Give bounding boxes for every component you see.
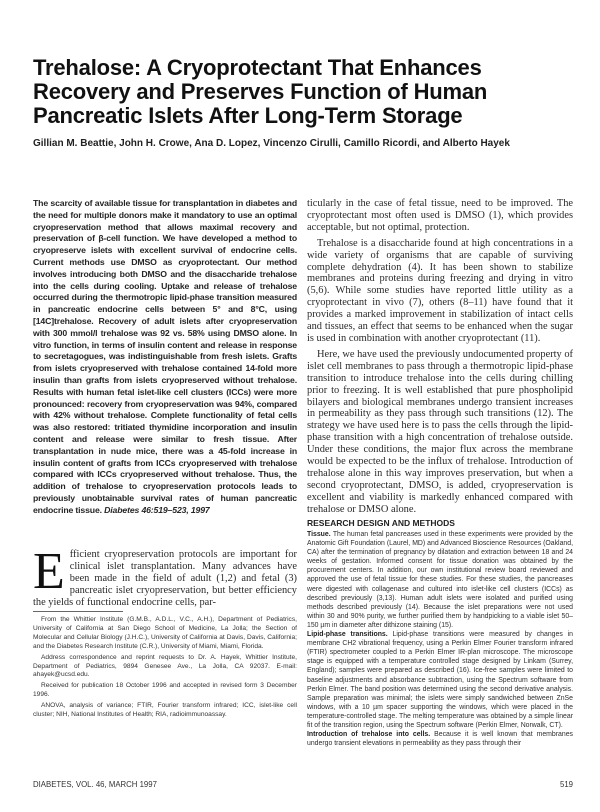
body-paragraph: Here, we have used the previously undocumented property of islet cell membranes to pass through a thermotropic lipid-phase transition to introduce trehalose into the cells during chilling prior to freezing. It is well established that pure phospholipid bilayers and biological membranes undergo transient increases in permeability as they pass through such transitions (12). The strategy we have used here is to pass the cells through the lipid-phase transition with a high concentration of trehalose outside. Under these conditions, the major flux across the membrane would be expected to be the influx of trehalose. Introduction of trehalose alone in this way improves preservation, but when a second cryoprotectant, DMSO, is added, cryopreservation is excellent and viability is markedly enhanced compared with trehalose or DMSO alone.: [307, 348, 573, 515]
footnotes: [33, 616, 297, 722]
paragraph-lead: Lipid-phase transitions.: [307, 631, 388, 639]
article-title: Trehalose: A Cryoprotectant That Enhances Recovery and Preserves Function of Human Pancreatic Islets After Long-Term Storage: [33, 55, 488, 128]
footnote-correspondence: Address correspondence and reprint requests to Dr. A. Hayek, Whittier Institute, Department of Pediatrics, 9894 Genesee Ave., La Jolla, CA 92037. E-mail: ahayek@ucsd.edu.: [33, 653, 297, 679]
footnote-affiliations: From the Whittier Institute (G.M.B., A.D.L., V.C., A.H.), Department of Pediatrics, University of California at San Diego School of Medicine, La Jolla; the Section of Molecular and Cellular Biology (J.H.C.), University of California at Davis, Davis, California; and the Diabetes Research Institute (C.R.), University of Miami, Miami, Florida.: [33, 616, 297, 650]
body-paragraph: Trehalose is a disaccharide found at high concentrations in a wide variety of organisms that are capable of surviving complete dehydration (4). It has been shown to stabilize membranes and proteins during freezing and drying in vitro (5,6). While some studies have reported little utility as a cryoprotectant in vivo (7), others (8–11) have found that it provides a marked improvement in stabilization of intact cells and tissues, an effect that seems to be enhanced when the sugar is used in combination with another cryoprotectant (11).: [307, 237, 573, 344]
abstract: [33, 198, 297, 517]
methods-paragraph: [307, 630, 573, 730]
methods-section: [307, 530, 573, 748]
page-number: 519: [559, 780, 573, 789]
drop-cap: E: [33, 543, 65, 600]
intro-text: fficient cryopreservation protocols are important for clinical islet transplantation. Many advances have been made in the field of adult (1,2) and fetal (3) pancreatic islet cryopreservation, but better efficiency the yields of functional endocrine cells, par-: [33, 549, 297, 608]
body-text-column: [307, 198, 573, 520]
abstract-citation: Diabetes 46:519–523, 1997: [104, 504, 210, 515]
body-paragraph: ticularly in the case of fetal tissue, need to be improved. The cryoprotectant most often used is DMSO (1), which provides acceptable, but not optimal, protection.: [307, 198, 573, 233]
paragraph-text: Lipid-phase transitions were measured by changes in membrane CH2 vibrational frequency, using a Perkin Elmer Fourier transform infrared (FTIR) spectrometer coupled to a Perkin Elmer IR-plan microscope. The microscope stage is equipped with a temperature controlled stage designed by Linkam (Surrey, England); samples were prepared as described (16). Ice-free samples were limited to baseline adjustments and absorbance subtraction, using the Spectrum software from Perkin Elmer. The band position was determined using the second derivative analysis. Sample preparation was minimal; the islets were simply sandwiched between ZnSe windows, with a 10 µm spacer supporting the windows, which were placed in the temperature-controlled stage. The melting temperature was obtained by a simple linear fit of the transition region, using the Spectrum software (Perkin Elmer, Norwalk, CT).: [307, 631, 574, 729]
methods-paragraph: [307, 730, 573, 748]
footnote-divider: [33, 611, 123, 612]
methods-paragraph: [307, 530, 573, 630]
footnote-abbreviations: ANOVA, analysis of variance; FTIR, Fourier transform infrared; ICC, islet-like cell cluster; NIH, National Institutes of Health; RIA, radioimmunoassay.: [33, 702, 297, 719]
section-heading-methods: RESEARCH DESIGN AND METHODS: [307, 518, 455, 528]
paragraph-text: Because it is well known that membranes undergo transient elevations in permeability as they pass through their: [307, 731, 573, 748]
footnote-received: Received for publication 18 October 1996 and accepted in revised form 3 December 1996.: [33, 682, 297, 699]
author-list: Gillian M. Beattie, John H. Crowe, Ana D. Lopez, Vincenzo Cirulli, Camillo Ricordi, and Alberto Hayek: [33, 138, 510, 149]
journal-footer: DIABETES, VOL. 46, MARCH 1997: [33, 780, 157, 789]
introduction: [33, 543, 297, 609]
paragraph-lead: Introduction of trehalose into cells.: [307, 731, 431, 739]
paragraph-text: The human fetal pancreases used in these experiments were provided by the Anatomic Gift Foundation (Laurel, MD) and Advanced Bioscience Resources (Oakland, CA) after the termination of pregnancy by dilatation and extraction between 18 and 24 weeks of gestation. Informed consent for tissue donation was obtained by the procurement centers. In addition, our own institutional review board reviewed and approved the use of fetal tissue for these studies. For these studies, the pancreases were digested with collagenase and cultured into islet-like cell clusters (ICCs) as described previously (3,13). Human adult islets were isolated and purified using methods described previously (14). Because the islet preparations were not used within 30 and 90% purity, we further purified them by handpicking to a viable islet 50–150 µm in diameter after dithizone staining (15).: [307, 531, 573, 629]
abstract-text: The scarcity of available tissue for transplantation in diabetes and the need for multiple donors make it mandatory to use an optimal cryopreservation method that allows maximal recovery and preservation of β-cell function. We have developed a method to cryopreserve islets with excellent survival of endocrine cells. Current methods use DMSO as cryoprotectant. Our method involves introducing both DMSO and the disaccharide trehalose into the cells during cooling. Uptake and release of trehalose occurred during the thermotropic lipid-phase transition measured in pancreatic endocrine cells between 5° and 8°C, using [14C]trehalose. Recovery of adult islets after cryopreservation with 300 mmol/l trehalose was 92 vs. 58% using DMSO alone. In vitro function, in terms of insulin content and release in response to secretagogues, was indistinguishable from fresh islets. Grafts from islets cryopreserved with trehalose contained 14-fold more insulin than grafts from islets cryopreserved without trehalose. Results with human fetal islet-like cell clusters (ICCs) were more pronounced: recovery from cryopreservation was 94%, compared with 42% without trehalose. Complete functionality of fetal cells was also restored: tritiated thymidine incorporation and insulin content and release were similar to fresh tissue. After transplantation in nude mice, there was a 45-fold increase in insulin content of grafts from ICCs cryopreserved with trehalose compared with ICCs cryopreserved without trehalose. Thus, the addition of trehalose to cryopreservation protocols leads to previously unobtainable survival rates of human pancreatic endocrine tissue.: [33, 198, 297, 515]
paragraph-lead: Tissue.: [307, 531, 331, 538]
